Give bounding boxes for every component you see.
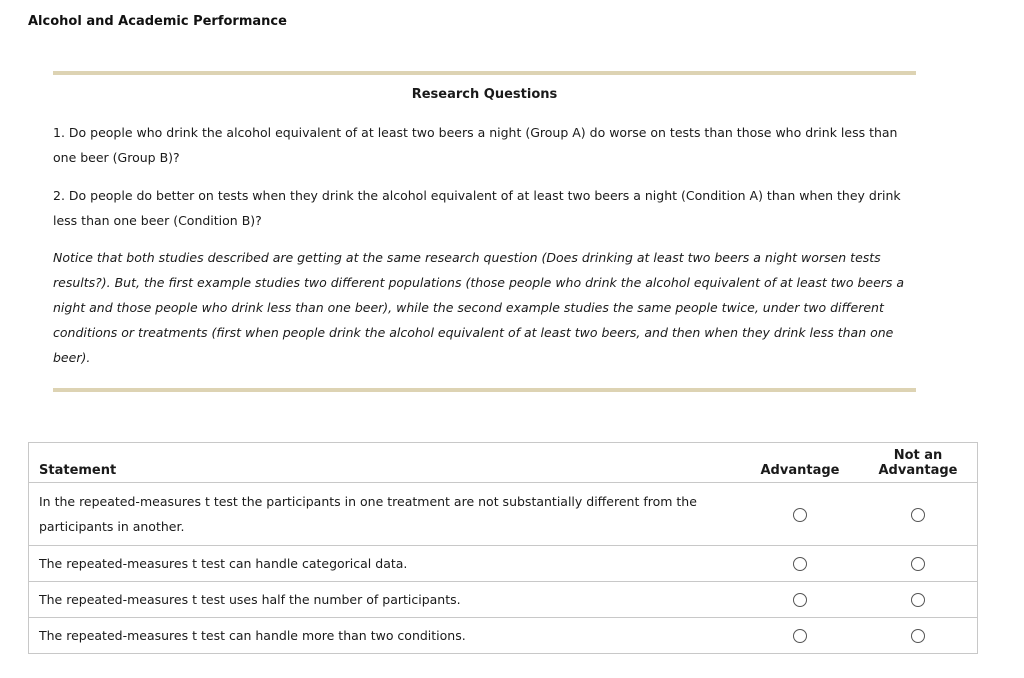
not-advantage-radio[interactable]: [911, 508, 925, 522]
page-title: Alcohol and Academic Performance: [28, 14, 287, 29]
advantage-cell: [741, 546, 859, 582]
table-row: [29, 483, 978, 546]
not-advantage-radio[interactable]: [911, 557, 925, 571]
not-advantage-cell: [859, 582, 978, 618]
not-advantage-cell: [859, 483, 978, 546]
not-advantage-cell: [859, 546, 978, 582]
advantage-cell: [741, 483, 859, 546]
advantage-cell: [741, 582, 859, 618]
table-header-row: [29, 443, 978, 483]
statement-text: The repeated-measures t test can handle categorical data.: [29, 546, 742, 582]
advantage-radio[interactable]: [793, 508, 807, 522]
statement-text: In the repeated-measures t test the participants in one treatment are not substantially different from the participants in another.: [29, 483, 742, 546]
research-questions-heading: Research Questions: [411, 87, 558, 102]
advantage-cell: [741, 618, 859, 654]
advantage-column-header: Advantage: [741, 443, 859, 483]
top-divider: [53, 71, 916, 75]
advantage-radio[interactable]: [793, 593, 807, 607]
statement-classification-table: [28, 442, 978, 654]
research-note: Notice that both studies described are getting at the same research question (Does drinking at least two beers a night worsen tests results?). But, the first example studies two different populations (those people who drink the alcohol equivalent of at least two beers a night and those people who drink less than one beer), while the second example studies the same people twice, under two different conditions or treatments (first when people drink the alcohol equivalent of at least two beers, and then when they drink less than one beer).: [53, 250, 905, 365]
not-advantage-radio[interactable]: [911, 593, 925, 607]
table-row: [29, 618, 978, 654]
advantage-radio[interactable]: [793, 629, 807, 643]
bottom-divider: [53, 388, 916, 392]
table-row: [29, 582, 978, 618]
not-advantage-column-header: Not an Advantage: [859, 443, 978, 483]
statement-text: The repeated-measures t test can handle more than two conditions.: [29, 618, 742, 654]
research-question-1: 1. Do people who drink the alcohol equivalent of at least two beers a night (Group A) do worse on tests than those who drink less than one beer (Group B)?: [53, 125, 898, 165]
not-advantage-radio[interactable]: [911, 629, 925, 643]
statement-text: The repeated-measures t test uses half the number of participants.: [29, 582, 742, 618]
table-row: [29, 546, 978, 582]
research-question-2: 2. Do people do better on tests when they drink the alcohol equivalent of at least two beers a night (Condition A) than when they drink less than one beer (Condition B)?: [53, 188, 901, 228]
not-advantage-cell: [859, 618, 978, 654]
statement-column-header: Statement: [29, 443, 742, 483]
advantage-radio[interactable]: [793, 557, 807, 571]
